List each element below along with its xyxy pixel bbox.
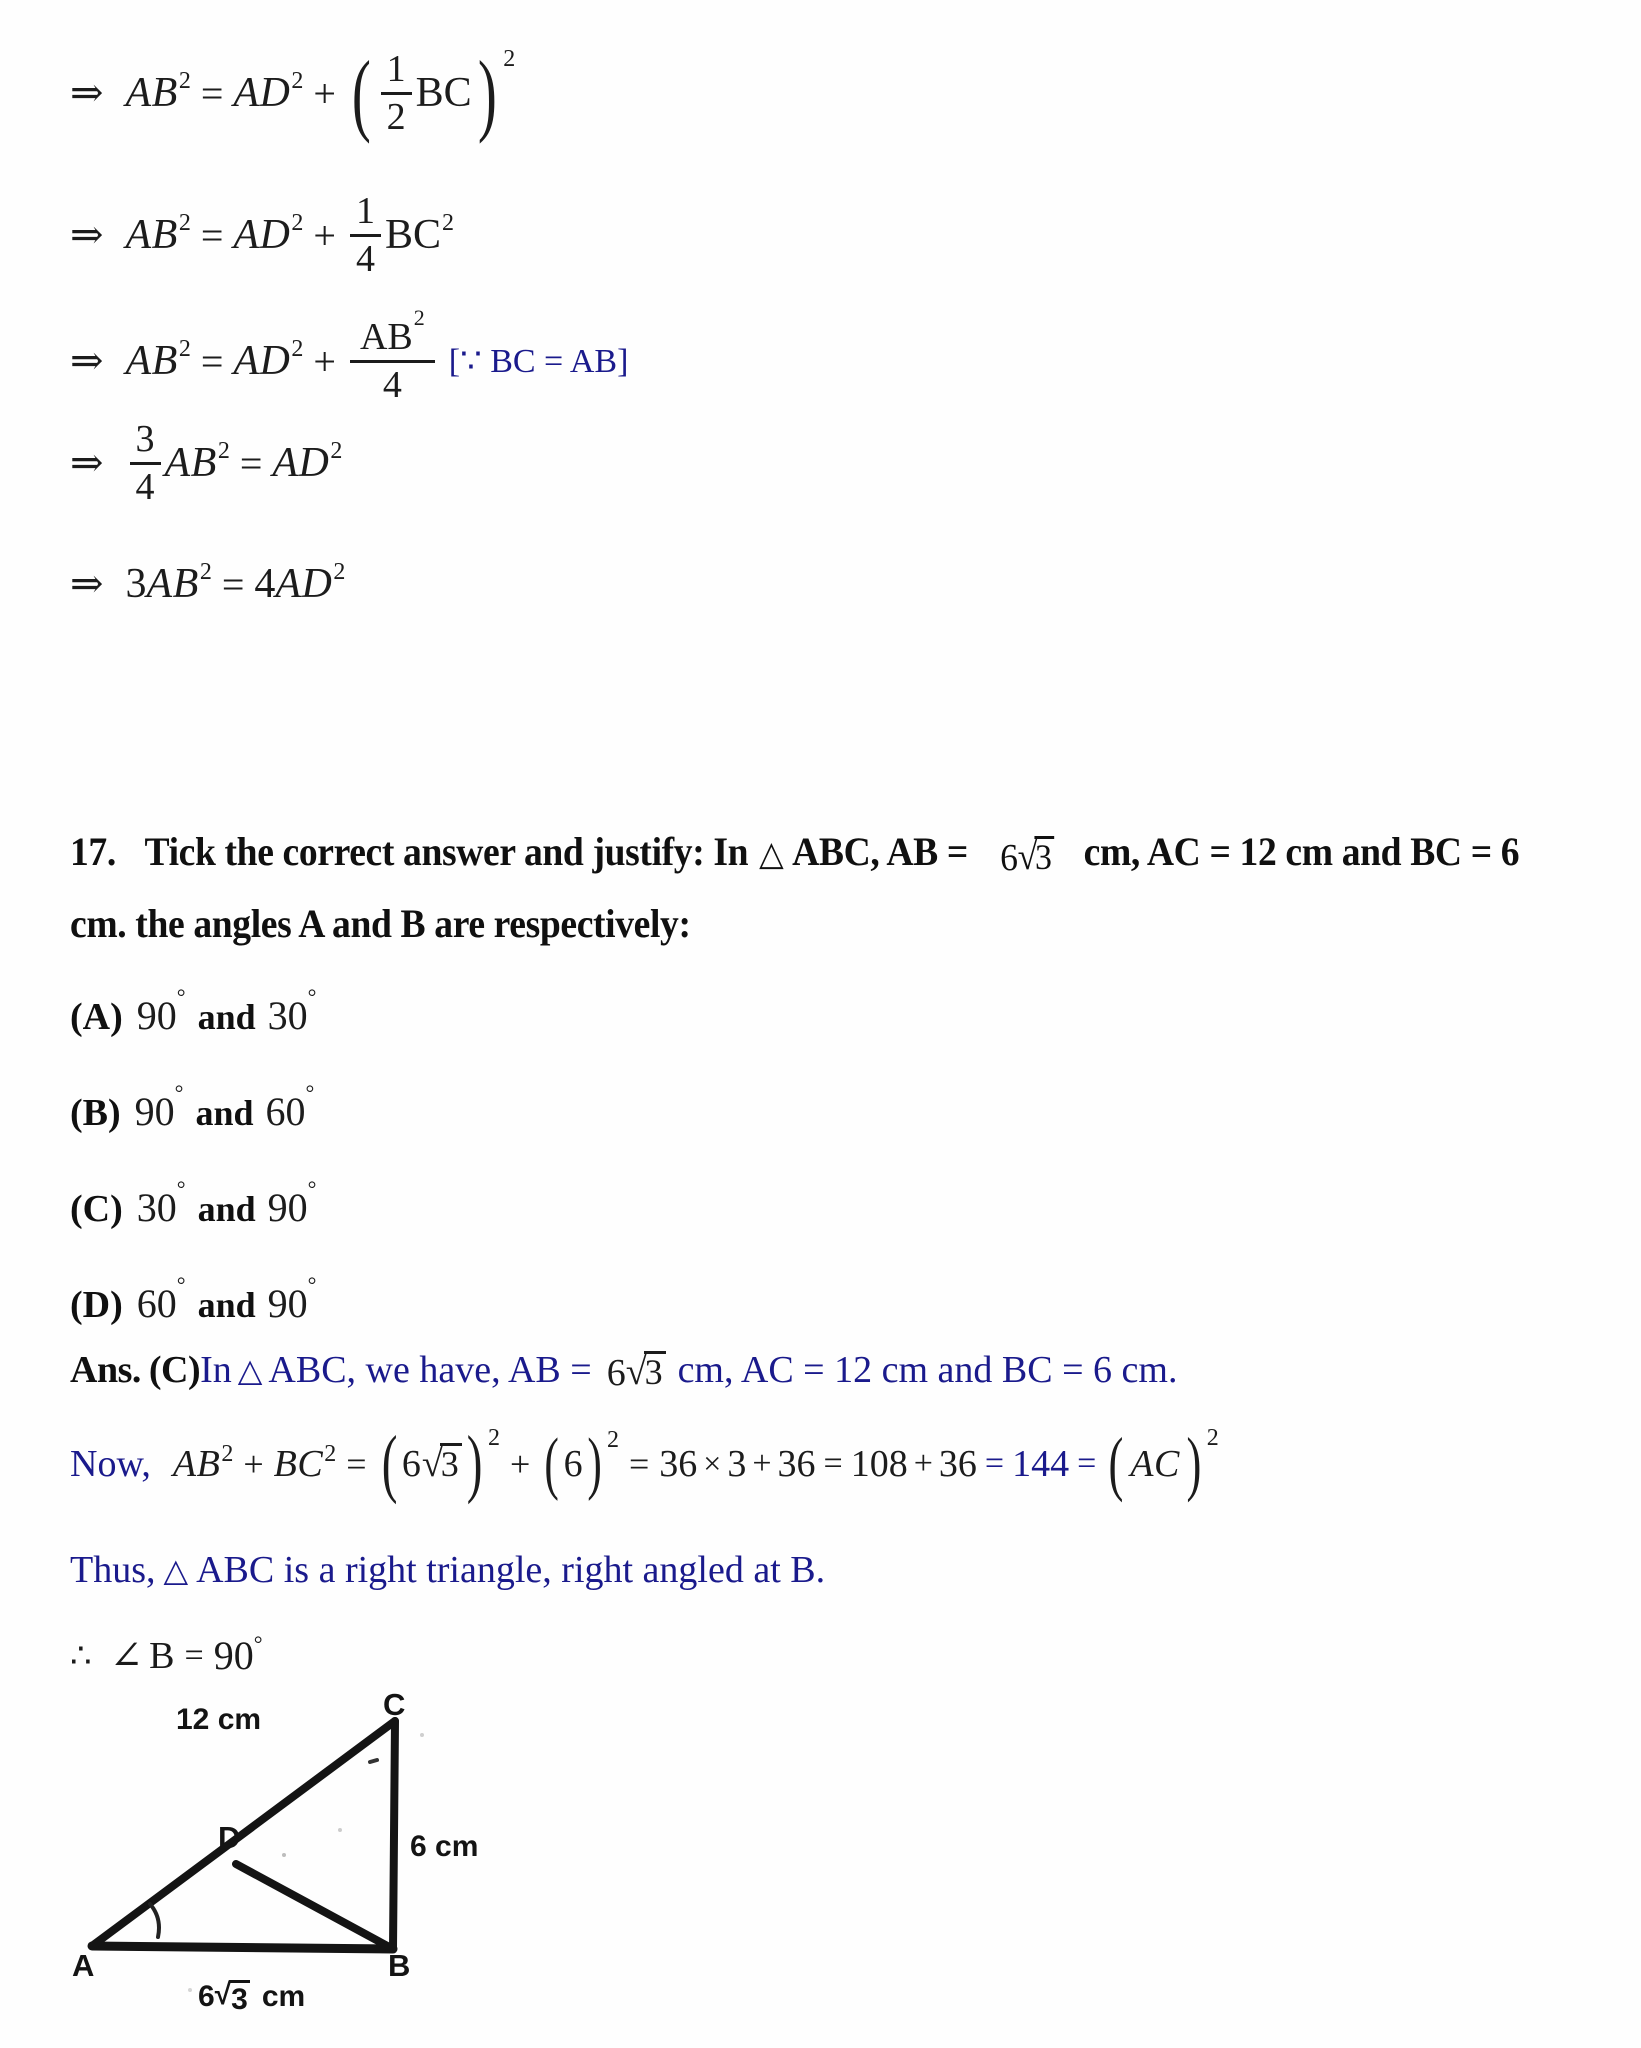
answer-computation-line: Now, AB 2 + BC 2 = ( 6 √ 3 ) 2 + ( 6 ) 2 = 36 × 3 + 36 = 108 + 36 = 144 = ( AC ) 2 xyxy=(70,1421,1219,1505)
question-heading-line-2 xyxy=(70,900,691,947)
calc-equals-3: = xyxy=(823,1444,843,1482)
calc-paren-1-radicand: 3 xyxy=(440,1443,462,1484)
answer-line xyxy=(70,1348,1177,1392)
calc-result-36c: 36 xyxy=(938,1442,977,1485)
eq2-equals: = xyxy=(200,212,224,258)
eq2-fraction xyxy=(350,192,381,279)
implies-arrow-icon: ⇒ xyxy=(70,212,104,258)
eq1-term1-var: AD xyxy=(233,70,291,117)
question-value-coefficient: 6 xyxy=(1000,837,1018,879)
eq1-lhs-var: AB xyxy=(125,70,178,117)
answer-text-part-1: ABC, we have, AB = xyxy=(268,1349,592,1391)
answer-value-radicand: 3 xyxy=(644,1351,666,1395)
eq2-tail-term: BC xyxy=(384,212,441,259)
option-c-second-value: 90° xyxy=(267,1175,317,1230)
eq2-plus: + xyxy=(313,212,336,258)
eq5-lhs-var: AB xyxy=(146,561,199,607)
eq5-equals: = xyxy=(221,561,245,607)
option-b-conjunction: and xyxy=(195,1093,254,1133)
calc-paren-2-close: ) xyxy=(587,1424,602,1502)
answer-value-6-root-3 xyxy=(607,1351,666,1395)
answer-lead: In xyxy=(200,1349,232,1391)
radical-sign-icon: √ xyxy=(421,1443,443,1486)
question-text-part-3: cm, AC = 12 cm and BC = 6 xyxy=(1083,829,1520,874)
angle-equals: = xyxy=(184,1636,204,1674)
question-number: 17. xyxy=(70,829,116,874)
option-d-conjunction: and xyxy=(197,1285,256,1325)
calc-equals-5: = xyxy=(1077,1444,1097,1482)
calc-paren-1-close: ) xyxy=(466,1421,483,1505)
option-a[interactable] xyxy=(70,983,317,1039)
option-c-conjunction: and xyxy=(197,1189,256,1229)
calc-var-bc: BC xyxy=(273,1442,324,1485)
triangle-diagram xyxy=(70,1687,500,2035)
eq1-equals: = xyxy=(200,70,224,116)
option-c-first-value: 30° xyxy=(136,1175,186,1230)
angle-vertex-label: B xyxy=(149,1634,175,1677)
calc-paren-2-value: 6 xyxy=(563,1442,583,1485)
eq4-lhs-var: AB xyxy=(164,440,217,487)
calc-paren-group-3: ( AC ) 2 xyxy=(1108,1423,1219,1504)
calc-paren-group-1: ( 6 √ 3 ) 2 xyxy=(381,1421,501,1505)
question-text-line-2: cm. the angles A and B are respectively: xyxy=(70,901,691,946)
now-label: Now, xyxy=(70,1442,151,1485)
side-label-ab-root xyxy=(215,1980,250,2016)
implies-arrow-icon: ⇒ xyxy=(70,338,104,384)
eq3-plus: + xyxy=(313,338,336,384)
question-heading-line-1 xyxy=(70,828,1520,879)
implies-arrow-icon: ⇒ xyxy=(70,440,104,486)
option-b-first-value: 90° xyxy=(134,1079,184,1134)
vertex-label-a: A xyxy=(72,1948,95,1983)
thus-label: Thus, xyxy=(70,1549,156,1591)
calc-paren-1-open: ( xyxy=(381,1421,398,1505)
eq2-term1-var: AD xyxy=(233,212,291,259)
option-a-second-value: 30° xyxy=(267,983,317,1038)
eq3-fraction-denominator: 4 xyxy=(382,363,402,406)
equation-step-4: ⇒ $\frac{3}{4}$ AB 2 = AD 2 xyxy=(70,418,343,508)
calc-result-108: 108 xyxy=(850,1442,908,1485)
eq3-fraction-numerator-var: AB xyxy=(359,316,413,358)
side-label-ab xyxy=(198,1980,305,2016)
eq3-term1-var: AD xyxy=(233,338,291,385)
option-a-tag: (A) xyxy=(70,996,123,1038)
scan-speckle xyxy=(282,1853,286,1857)
eq4-rhs-var: AD xyxy=(272,440,330,487)
degree-symbol-icon: ° xyxy=(307,1175,317,1201)
equation-step-3: ⇒ AB 2 = AD 2 + $\frac{AB^2}{4}$ [∵ BC = AB] xyxy=(70,305,629,406)
calc-paren-group-2: ( 6 ) 2 xyxy=(544,1424,619,1502)
side-label-ab-unit: cm xyxy=(261,1980,306,2013)
eq4-fraction-bar xyxy=(130,462,161,465)
calc-equals-2: = xyxy=(628,1443,650,1484)
option-d[interactable] xyxy=(70,1271,317,1327)
eq2-fraction-numerator: 1 xyxy=(355,190,375,232)
eq3-lhs-var: AB xyxy=(125,338,178,385)
vertex-label-b: B xyxy=(388,1948,411,1983)
side-label-bc: 6 cm xyxy=(410,1830,479,1863)
calc-var-ab: AB xyxy=(172,1442,221,1485)
eq2-fraction-denominator: 4 xyxy=(355,237,375,280)
calc-paren-1-coefficient: 6 xyxy=(401,1442,421,1485)
side-label-ab-radicand: 3 xyxy=(229,1980,250,2016)
answer-label: Ans. xyxy=(70,1349,141,1391)
degree-symbol-icon: ° xyxy=(174,1079,184,1105)
calc-plus-3: + xyxy=(752,1444,772,1482)
calc-equals-1: = xyxy=(346,1443,367,1484)
scan-speckle xyxy=(338,1828,342,1832)
eq5-lhs-coefficient: 3 xyxy=(125,561,147,607)
vertex-label-c: C xyxy=(383,1687,406,1722)
eq5-rhs-coefficient: 4 xyxy=(254,561,276,607)
eq5-rhs-var: AD xyxy=(275,561,333,607)
eq2-fraction-bar xyxy=(350,234,381,237)
conclusion-angle-line: ∴ ∠ B = 90 ° xyxy=(70,1630,263,1678)
implies-arrow-icon: ⇒ xyxy=(70,561,104,606)
eq3-justification-note: [∵ BC = AB] xyxy=(448,343,629,381)
calc-result-3: 3 xyxy=(727,1442,747,1485)
calc-paren-1-root xyxy=(422,1443,462,1484)
multiplication-sign-icon: × xyxy=(703,1445,722,1482)
segment-db xyxy=(236,1864,393,1949)
option-a-conjunction: and xyxy=(197,997,256,1037)
eq1-fraction-bar xyxy=(381,92,412,95)
degree-symbol-icon: ° xyxy=(176,983,186,1009)
degree-symbol-icon: ° xyxy=(305,1079,315,1105)
degree-symbol-icon: ° xyxy=(176,1175,186,1201)
option-d-first-value: 60° xyxy=(136,1271,186,1326)
degree-symbol-icon: ° xyxy=(307,983,317,1009)
option-b-tag: (B) xyxy=(70,1092,121,1134)
option-b[interactable] xyxy=(70,1079,315,1135)
eq2-lhs-var: AB xyxy=(125,212,178,259)
radical-sign-icon: √ xyxy=(214,1978,232,2011)
eq4-equals: = xyxy=(239,440,263,486)
calc-paren-2-open: ( xyxy=(544,1424,560,1502)
degree-symbol-icon: ° xyxy=(176,1271,186,1297)
eq1-paren-group: ( $\frac{1}{2}$ BC ) 2 xyxy=(351,41,516,144)
equation-step-5: ⇒ 3 AB 2 = 4 AD 2 xyxy=(70,559,346,607)
segment-ab xyxy=(92,1946,393,1949)
eq3-equals: = xyxy=(200,338,224,384)
radical-sign-icon: √ xyxy=(1017,836,1037,878)
calc-plus-1: + xyxy=(243,1443,264,1484)
eq1-inner-term: BC xyxy=(415,70,472,117)
option-d-second-value: 90° xyxy=(267,1271,317,1326)
degree-symbol-icon: ° xyxy=(307,1271,317,1297)
scan-speckle xyxy=(420,1733,424,1737)
question-text-part-1: Tick the correct answer and justify: In xyxy=(144,829,749,874)
calc-result-36b: 36 xyxy=(777,1442,816,1485)
eq4-fraction xyxy=(130,420,161,507)
angle-symbol-icon: ∠ xyxy=(109,1633,144,1678)
implies-arrow-icon: ⇒ xyxy=(70,70,104,116)
triangle-glyph-icon: △ xyxy=(163,1552,189,1588)
eq3-fraction-numerator xyxy=(350,305,435,358)
segment-ac xyxy=(92,1721,395,1946)
eq3-fraction-bar xyxy=(350,360,435,363)
question-value-radicand: 3 xyxy=(1034,836,1054,880)
thus-text: ABC is a right triangle, right angled at B. xyxy=(196,1549,826,1591)
angle-arc-at-a xyxy=(150,1904,159,1937)
equation-step-2: ⇒ AB 2 = AD 2 + $\frac{1}{4}$ BC 2 xyxy=(70,190,454,280)
calc-plus-4: + xyxy=(913,1444,933,1482)
eq1-fraction xyxy=(381,50,412,137)
conclusion-thus-line xyxy=(70,1548,825,1592)
answer-choice: (C) xyxy=(148,1349,201,1391)
equation-step-1: ⇒ AB 2 = AD 2 + ( $\frac{1}{2}$ BC ) 2 xyxy=(70,41,516,144)
eq1-fraction-denominator: 2 xyxy=(386,95,406,138)
vertex-label-d: D xyxy=(218,1820,241,1855)
option-b-second-value: 60° xyxy=(265,1079,315,1134)
question-value-6-root-3 xyxy=(1000,836,1054,880)
triangle-glyph-icon: △ xyxy=(759,836,784,873)
answer-value-coefficient: 6 xyxy=(606,1352,626,1394)
option-c[interactable] xyxy=(70,1175,317,1231)
answer-text-part-2: cm, AC = 12 cm and BC = 6 cm. xyxy=(677,1349,1178,1391)
eq1-fraction-numerator: 1 xyxy=(386,48,406,90)
calc-equals-4: = xyxy=(984,1444,1005,1482)
radical-sign-icon: √ xyxy=(625,1351,647,1393)
eq4-fraction-numerator: 3 xyxy=(135,418,155,460)
eq3-fraction-numerator-exponent: 2 xyxy=(413,305,425,331)
calc-plus-2: + xyxy=(510,1443,531,1484)
therefore-symbol-icon: ∴ xyxy=(70,1637,92,1675)
calc-result-144: 144 xyxy=(1012,1442,1070,1485)
eq1-paren-open: ( xyxy=(351,41,371,144)
calc-paren-3-value: AC xyxy=(1130,1442,1180,1485)
angle-value: 90 xyxy=(213,1633,254,1678)
calc-result-36: 36 xyxy=(659,1442,698,1485)
calc-paren-3-close: ) xyxy=(1186,1423,1202,1504)
side-label-ab-coefficient: 6 xyxy=(198,1980,215,2013)
side-label-ac: 12 cm xyxy=(176,1703,262,1736)
triangle-glyph-icon: △ xyxy=(237,1352,263,1388)
eq3-fraction xyxy=(350,305,435,406)
right-angle-tick-icon xyxy=(370,1760,377,1762)
calc-paren-3-open: ( xyxy=(1108,1423,1124,1504)
eq1-plus: + xyxy=(313,70,336,116)
option-a-first-value: 90° xyxy=(136,983,186,1038)
option-c-tag: (C) xyxy=(70,1188,123,1230)
option-d-tag: (D) xyxy=(70,1284,123,1326)
eq4-fraction-denominator: 4 xyxy=(135,465,155,508)
question-text-part-2: ABC, AB = xyxy=(792,829,968,874)
scan-speckle xyxy=(188,1988,192,1992)
segment-bc xyxy=(393,1721,395,1949)
eq1-paren-close: ) xyxy=(477,41,497,144)
